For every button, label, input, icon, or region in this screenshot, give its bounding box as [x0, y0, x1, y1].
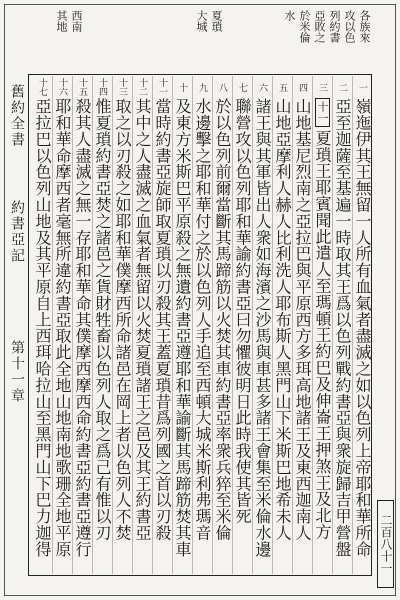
column-text-body: 山地基尼烈南之亞拉巴與平原西方多珥高地諸王及東西迦南人 — [293, 98, 312, 541]
line-number: 二 — [337, 82, 347, 92]
column-text-body: 於以色列前爾當斷其馬蹄筋以火焚其車約書亞率衆兵猝至米倫 — [213, 98, 232, 541]
line-number: 九 — [197, 82, 207, 92]
column-text — [252, 98, 272, 572]
column-text-body: 殺其人盡滅之無一存耶和華命其僕摩西摩西命約書亞約書亞遵行 — [73, 98, 92, 558]
column-text-body: 耶和華命摩西者毫無所違約書亞取此全地山地南地歌珊全地平原 — [53, 98, 72, 558]
column-text-body: 當時約書亞旋師取夏瑣以刃殺其王蓋夏瑣昔爲列國之首以刃殺 — [153, 98, 172, 541]
header-note-middle: 大城 — [195, 10, 208, 32]
column-text-body: 水邊擊之耶和華付之於以色列人手追至西頓大城米斯利弗瑪音 — [193, 98, 212, 541]
column-text-body: 聯營攻以色列耶和華諭約書亞曰勿懼彼明日此時我使其皆死 — [233, 98, 252, 525]
text-column — [32, 78, 52, 574]
column-text — [232, 98, 252, 572]
line-number: 六 — [257, 82, 267, 92]
line-number: 一 — [357, 82, 367, 92]
text-column — [132, 78, 152, 574]
line-number: 八 — [217, 82, 227, 92]
column-text — [72, 98, 92, 572]
header-note-left: 西南 — [70, 10, 83, 32]
header-note: 水 — [283, 10, 296, 21]
line-number: 十二 — [137, 78, 147, 96]
column-text — [212, 98, 232, 572]
header-note: 各族來 — [358, 10, 371, 43]
line-number: 十七 — [37, 78, 47, 96]
line-number: 十 — [177, 82, 187, 92]
column-text — [292, 98, 312, 572]
text-column — [52, 78, 72, 574]
text-column — [312, 78, 332, 574]
line-number: 十五 — [77, 78, 87, 96]
book-name: 約書亞記 — [9, 200, 25, 264]
header-note: 亞敗之 — [313, 10, 326, 43]
column-text — [172, 98, 192, 572]
column-text — [272, 98, 292, 572]
text-column — [352, 78, 372, 574]
column-text-body: 其中之人盡滅之血氣者無留以火焚夏瑣諸王之邑及其王約書亞 — [133, 98, 152, 541]
text-column — [232, 78, 252, 574]
column-text-body: 亞拉巴以色列山地及其平原自上西珥哈拉山至黑門山下巴力迦得 — [33, 98, 52, 558]
column-text — [92, 98, 112, 572]
column-text — [132, 98, 152, 572]
header-note: 列約書 — [328, 10, 341, 43]
line-number: 三 — [317, 82, 327, 92]
chapter-label: 第十一章 — [9, 340, 25, 404]
text-column — [152, 78, 172, 574]
line-number: 十四 — [97, 78, 107, 96]
text-column — [72, 78, 92, 574]
text-column — [272, 78, 292, 574]
header-note-middle: 夏瑣 — [210, 10, 223, 32]
column-text — [352, 98, 372, 572]
text-column — [252, 78, 272, 574]
line-number: 十三 — [117, 78, 127, 96]
column-text — [32, 98, 52, 572]
line-number: 五 — [277, 82, 287, 92]
column-text — [152, 98, 172, 572]
line-number: 十一 — [157, 78, 167, 96]
column-text-body: 諸王與其軍皆出人衆如海濱之沙馬與車甚多諸王會集至米倫水邊 — [253, 98, 272, 558]
page-number: 二百八十一 — [377, 500, 394, 588]
header-note: 攻以色 — [343, 10, 356, 43]
text-column — [172, 78, 192, 574]
column-text-body: 及東方米斯巴平原殺之無遺約書亞遵耶和華諭斷其馬蹄筋焚其車 — [173, 98, 192, 558]
chapter-marker: 十一 — [315, 98, 330, 127]
column-text-body: 夏瑣王耶賓聞此遣人至瑪頓王約巴及伸崙王押煞王及北方 — [313, 129, 332, 540]
header-note: 於米倫 — [298, 10, 311, 43]
column-text — [332, 98, 352, 572]
line-number: 四 — [297, 82, 307, 92]
column-text-body: 山地亞摩利人赫人比利洗人耶布斯人黑門山下米斯巴地希未人 — [273, 98, 292, 541]
line-number: 七 — [237, 82, 247, 92]
text-column — [212, 78, 232, 574]
line-number: 十六 — [57, 78, 67, 96]
column-text — [192, 98, 212, 572]
column-text-body: 取之以刃殺之如耶和華僕摩西所命諸邑在岡上者以色列人不焚 — [113, 98, 132, 541]
text-column — [192, 78, 212, 574]
column-text-body: 惟夏瑣約書亞焚之諸邑之貨財牲畜以色列人取之爲己有惟以刃 — [93, 98, 112, 541]
text-column — [292, 78, 312, 574]
header-note-left: 其地 — [55, 10, 68, 32]
text-column — [112, 78, 132, 574]
column-text — [52, 98, 72, 572]
text-column — [332, 78, 352, 574]
column-text-body: 亞至迦薩至基遍一時取其王爲以色列戰約書亞與衆旋歸吉甲營盤 — [333, 98, 352, 558]
book-title: 舊約全書 — [9, 84, 25, 148]
column-text — [312, 98, 332, 572]
column-text-body: 嶺迤伊其王無留一人所有血氣者盡滅之如以色列上帝耶和華所命 — [353, 98, 372, 558]
text-column — [92, 78, 112, 574]
column-text — [112, 98, 132, 572]
